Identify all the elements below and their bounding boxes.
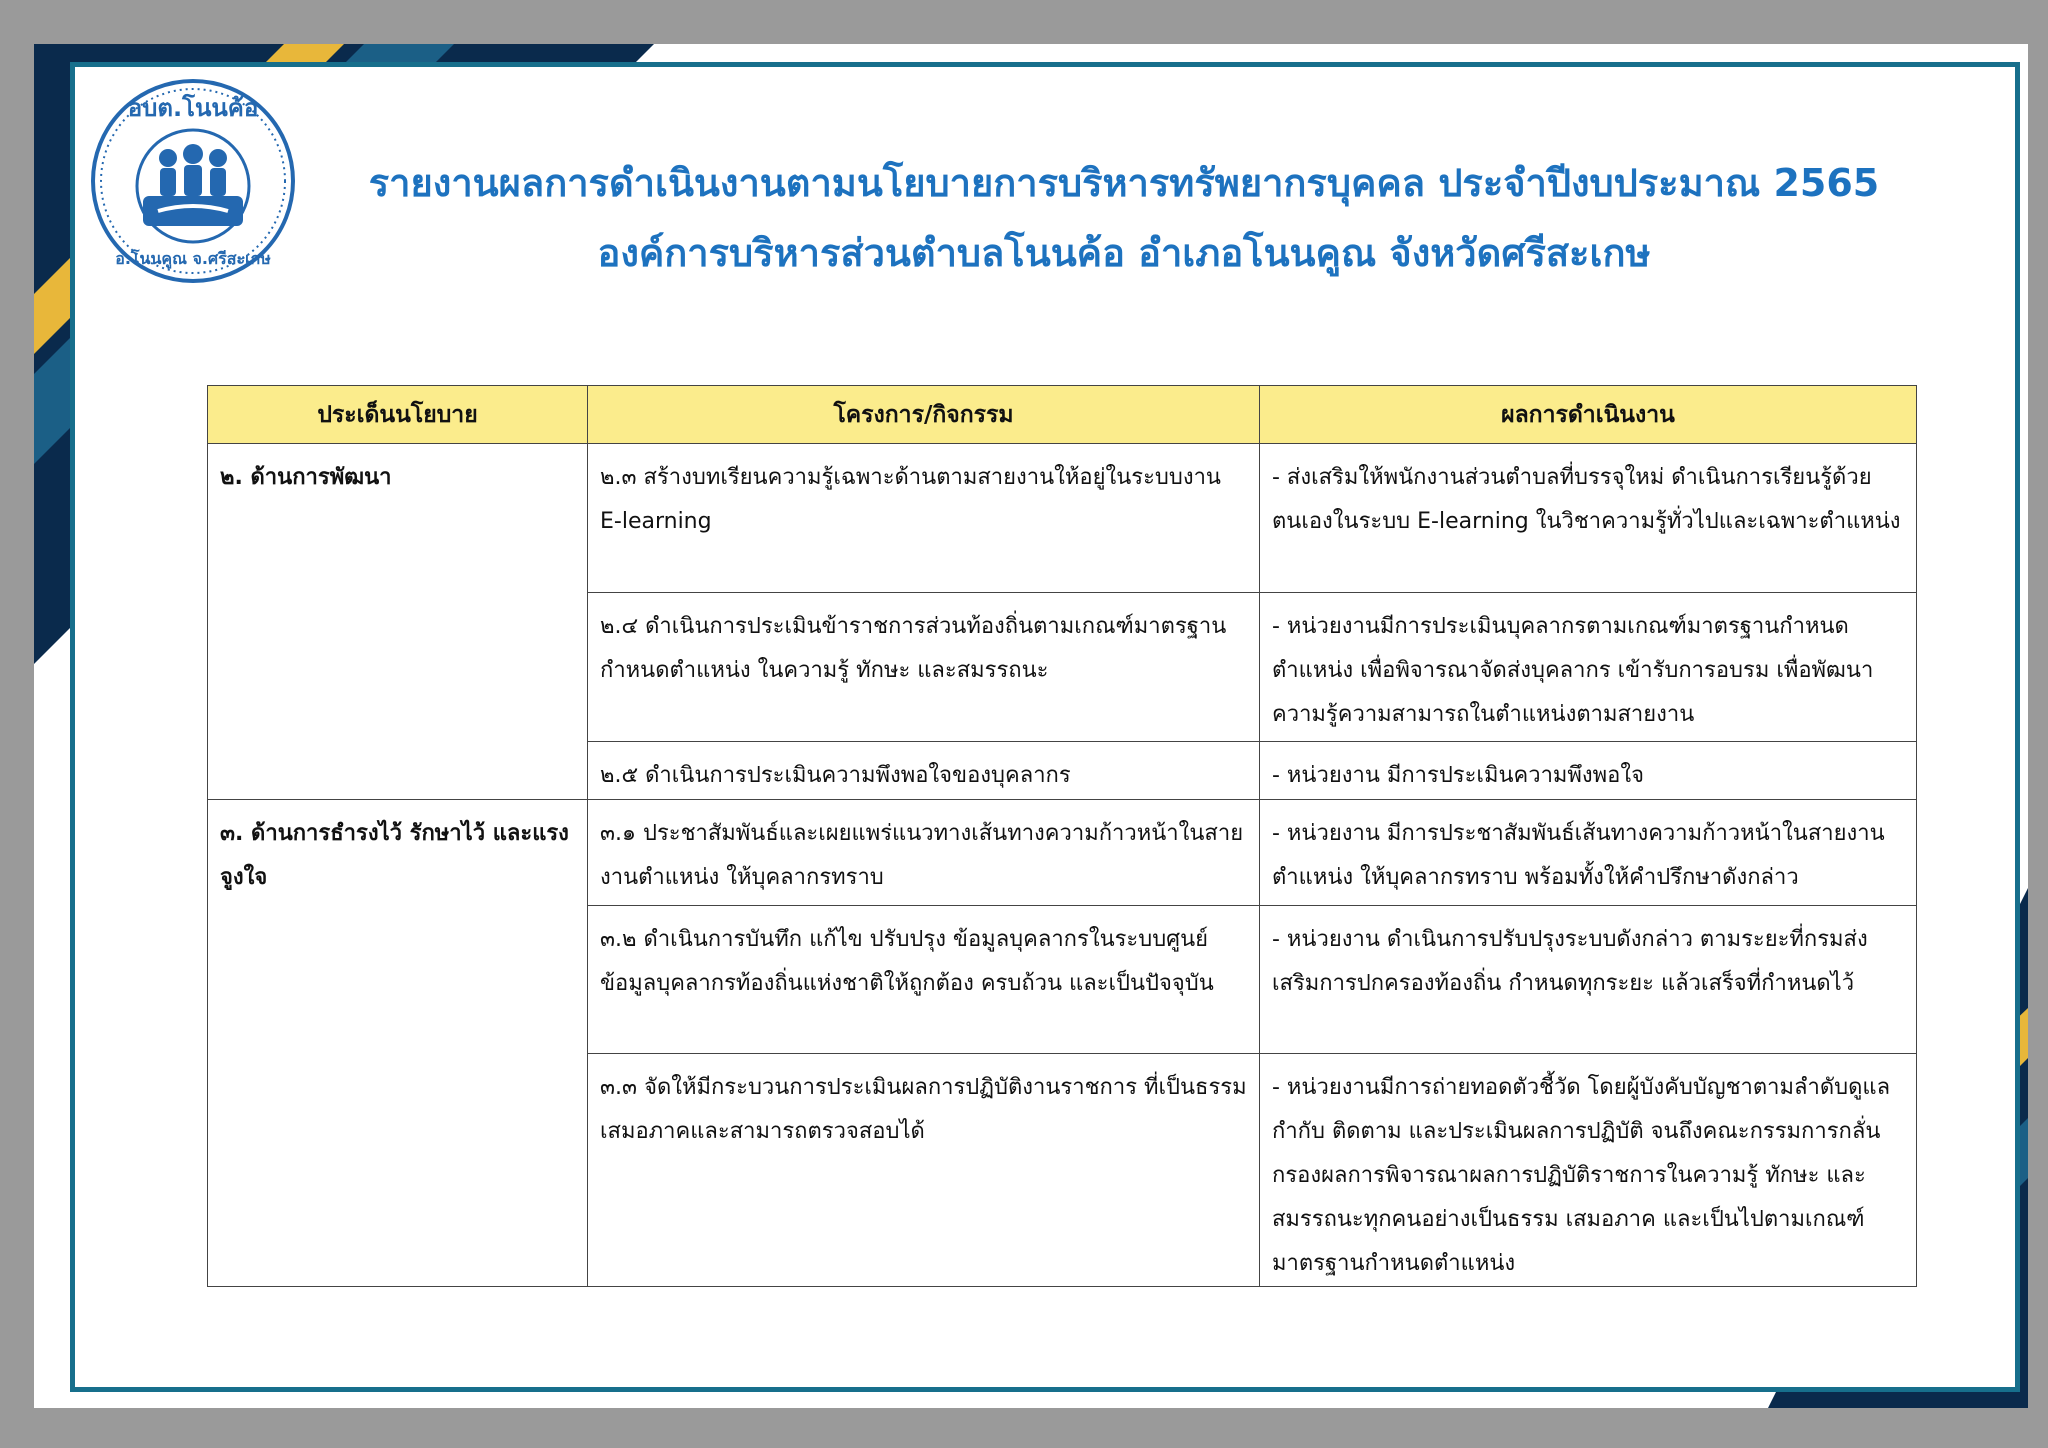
project-cell: ๓.๓ จัดให้มีกระบวนการประเมินผลการปฏิบัติงานราชการ ที่เป็นธรรมเสมอภาคและสามารถตรวจสอบได้ [588, 1054, 1260, 1287]
project-cell: ๒.๕ ดำเนินการประเมินความพึงพอใจของบุคลากร [588, 742, 1260, 800]
project-cell: ๓.๒ ดำเนินการบันทึก แก้ไข ปรับปรุง ข้อมูลบุคลากรในระบบศูนย์ข้อมูลบุคลากรท้องถิ่นแห่งชาติให้ถูกต้อง ครบถ้วน และเป็นปัจจุบัน [588, 906, 1260, 1054]
report-title-line-1: รายงานผลการดำเนินงานตามนโยบายการบริหารทรัพยากรบุคคล ประจำปีงบประมาณ 2565 [368, 161, 1880, 205]
report-title [314, 148, 1934, 288]
project-cell: ๓.๑ ประชาสัมพันธ์และเผยแพร่แนวทางเส้นทางความก้าวหน้าในสายงานตำแหน่ง ให้บุคลากรทราบ [588, 800, 1260, 906]
report-title-line-2: องค์การบริหารส่วนตำบลโนนค้อ อำเภอโนนคูณ จังหวัดศรีสะเกษ [597, 231, 1651, 275]
column-header-project: โครงการ/กิจกรรม [588, 386, 1260, 444]
document-sheet [34, 44, 2028, 1408]
policy-results-table [207, 385, 1917, 1287]
project-cell: ๒.๔ ดำเนินการประเมินข้าราชการส่วนท้องถิ่นตามเกณฑ์มาตรฐานกำหนดตำแหน่ง ในความรู้ ทักษะ และสมรรถนะ [588, 593, 1260, 742]
table-row [208, 800, 1917, 906]
table-row [208, 444, 1917, 593]
result-cell: - หน่วยงานมีการถ่ายทอดตัวชี้วัด โดยผู้บังคับบัญชาตามลำดับดูแล กำกับ ติดตาม และประเมินผลการปฏิบัติ จนถึงคณะกรรมการกลั่นกรองผลการพิจารณาผลการปฏิบัติราชการในความรู้ ทักษะ และสมรรถนะทุกคนอย่างเป็นธรรม เสมอภาค และเป็นไปตามเกณฑ์มาตรฐานกำหนดตำแหน่ง [1260, 1054, 1917, 1287]
table-header-row [208, 386, 1917, 444]
logo-top-text: อบต.โนนค้อ [127, 94, 259, 122]
result-cell: - หน่วยงาน มีการประเมินความพึงพอใจ [1260, 742, 1917, 800]
organization-logo [88, 76, 298, 286]
result-cell: - หน่วยงานมีการประเมินบุคลากรตามเกณฑ์มาตรฐานกำหนดตำแหน่ง เพื่อพิจารณาจัดส่งบุคลากร เข้ารับการอบรม เพื่อพัฒนาความรู้ความสามารถในตำแหน่งตามสายงาน [1260, 593, 1917, 742]
policy-cell: ๓. ด้านการธำรงไว้ รักษาไว้ และแรงจูงใจ [208, 800, 588, 1287]
column-header-policy: ประเด็นนโยบาย [208, 386, 588, 444]
column-header-result: ผลการดำเนินงาน [1260, 386, 1917, 444]
result-cell: - หน่วยงาน มีการประชาสัมพันธ์เส้นทางความก้าวหน้าในสายงานตำแหน่ง ให้บุคลากรทราบ พร้อมทั้งให้คำปรึกษาดังกล่าว [1260, 800, 1917, 906]
result-cell: - ส่งเสริมให้พนักงานส่วนตำบลที่บรรจุใหม่ ดำเนินการเรียนรู้ด้วยตนเองในระบบ E-learning ในวิชาความรู้ทั่วไปและเฉพาะตำแหน่ง [1260, 444, 1917, 593]
project-cell: ๒.๓ สร้างบทเรียนความรู้เฉพาะด้านตามสายงานให้อยู่ในระบบงาน E-learning [588, 444, 1260, 593]
logo-bottom-text: อ.โนนคูณ จ.ศรีสะเกษ [115, 249, 271, 268]
policy-cell: ๒. ด้านการพัฒนา [208, 444, 588, 800]
result-cell: - หน่วยงาน ดำเนินการปรับปรุงระบบดังกล่าว ตามระยะที่กรมส่งเสริมการปกครองท้องถิ่น กำหนดทุกระยะ แล้วเสร็จที่กำหนดไว้ [1260, 906, 1917, 1054]
